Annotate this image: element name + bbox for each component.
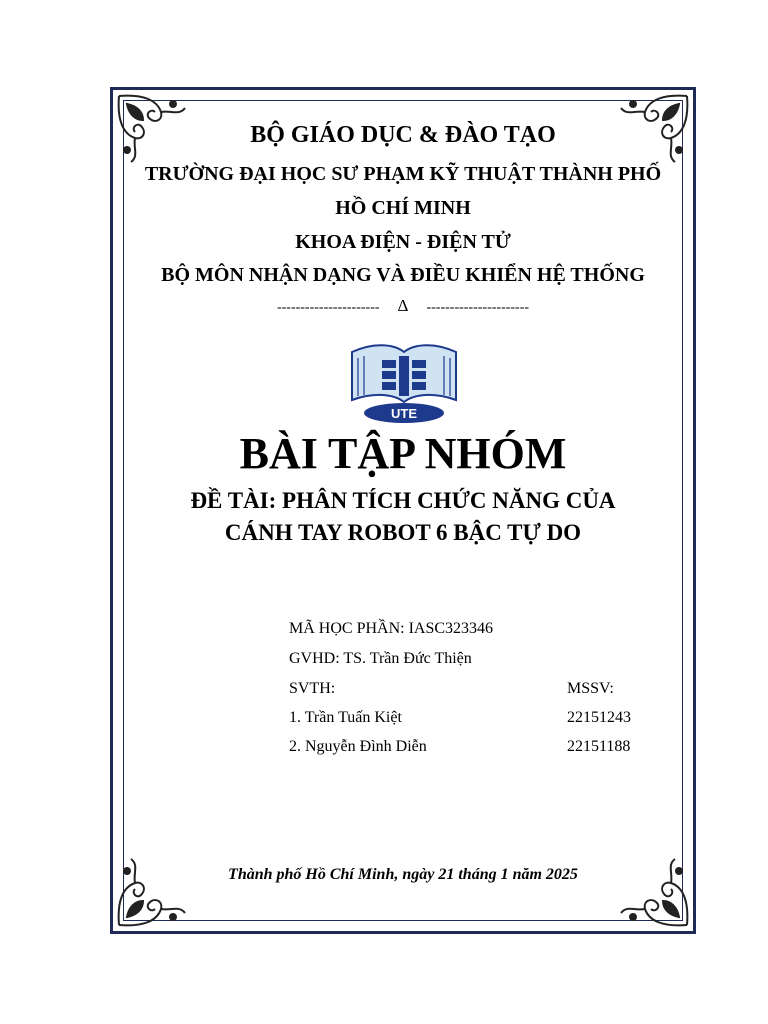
topic-line2: CÁNH TAY ROBOT 6 BẬC TỰ DO [224, 520, 582, 545]
student-name: 2. Nguyễn Đình Diễn [289, 738, 427, 755]
header-separator [110, 296, 696, 316]
students-label: SVTH: [289, 680, 336, 697]
course-code: MÃ HỌC PHẦN: IASC323346 [289, 620, 494, 637]
topic-line1: ĐỀ TÀI: PHÂN TÍCH CHỨC NĂNG CỦA [190, 488, 616, 513]
ministry-heading: BỘ GIÁO DỤC & ĐÀO TẠO [250, 122, 556, 148]
student-name: 1. Trần Tuấn Kiệt [289, 709, 402, 726]
logo-text: UTE [391, 406, 417, 421]
separator-dashes-left: ---------------------- [276, 300, 380, 315]
faculty-name: KHOA ĐIỆN - ĐIỆN TỬ [295, 231, 511, 253]
student-id-label: MSSV: [567, 680, 614, 697]
separator-dashes-right: ---------------------- [426, 300, 530, 315]
university-name-line2: HỒ CHÍ MINH [335, 197, 471, 219]
ute-logo-icon [344, 338, 464, 424]
document-title: BÀI TẬP NHÓM [239, 429, 567, 478]
department-name: BỘ MÔN NHẬN DẠNG VÀ ĐIỀU KHIỂN HỆ THỐNG [161, 264, 645, 286]
separator-delta-symbol: Δ [397, 296, 409, 315]
date-line: Thành phố Hồ Chí Minh, ngày 21 tháng 1 năm 2025 [228, 866, 578, 883]
student-id: 22151243 [567, 709, 631, 726]
student-id: 22151188 [567, 738, 631, 755]
corner-ornament-icon [113, 851, 193, 931]
university-name-line1: TRƯỜNG ĐẠI HỌC SƯ PHẠM KỸ THUẬT THÀNH PHỐ [144, 163, 662, 185]
corner-ornament-icon [613, 851, 693, 931]
advisor: GVHD: TS. Trần Đức Thiện [289, 650, 472, 667]
